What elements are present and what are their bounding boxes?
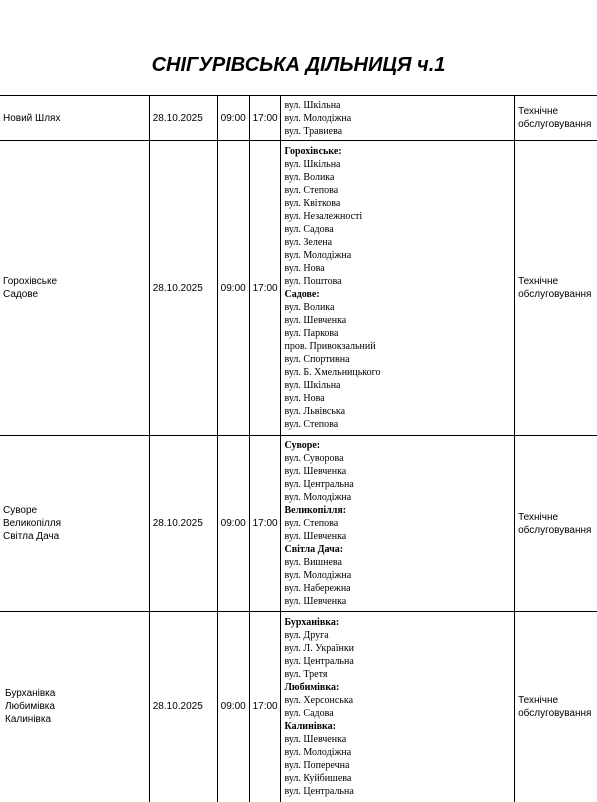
end-time: 17:00 [252,112,278,124]
date-cell [149,436,217,612]
end-time-cell [249,141,281,436]
street-name: вул. Шкільна [284,380,341,391]
street-name: вул. Молодіжна [284,492,352,503]
village-heading: Світла Дача: [284,544,344,555]
village-name: Горохівське [3,276,57,287]
street-name: вул. Набережна [284,583,351,594]
end-time: 17:00 [252,518,278,529]
start-time: 09:00 [220,518,246,529]
outage-date: 28.10.2025 [152,701,203,713]
date-cell [149,96,217,141]
village-name: Бурханівка [5,688,56,700]
villages-cell [0,96,149,141]
outage-reason: Технічне [518,511,559,523]
street-name: вул. Степова [284,185,339,196]
street-name: пров. Привокзальний [284,341,376,352]
street-name: вул. Вишнева [284,557,342,568]
end-time: 17:00 [252,282,278,294]
street-name: вул. Шевченка [284,733,347,745]
village-name: Суворе [3,505,38,516]
outage-reason: обслуговування [518,119,592,130]
outage-reason: Технічне [518,694,559,706]
date-cell [149,612,217,802]
outage-schedule-table [0,95,597,802]
reason-cell [515,141,597,436]
start-time-cell [217,436,249,612]
street-name: вул. Волика [284,302,335,313]
start-time: 09:00 [220,112,246,124]
villages-cell [0,141,149,436]
street-name: вул. Паркова [284,328,339,339]
village-heading: Любимівка: [284,681,340,693]
schedule-row [0,612,597,802]
street-name: вул. Друга [284,629,329,641]
village-heading: Суворе: [284,440,321,451]
reason-cell [515,612,597,802]
end-time-cell [249,96,281,141]
street-name: вул. Нова [284,263,325,274]
village-heading: Великопілля: [284,505,347,516]
village-name: Новий Шлях [3,112,61,124]
street-name: вул. Суворова [284,453,344,464]
street-name: вул. Центральна [284,479,354,490]
village-name: Калинівка [5,714,52,726]
start-time: 09:00 [220,701,246,713]
outage-reason: обслуговування [518,289,592,300]
street-name: вул. Травиева [284,125,343,137]
villages-cell [0,436,149,612]
street-name: вул. Б. Хмельницького [284,367,381,378]
streets-cell [281,96,515,141]
street-name: вул. Молодіжна [284,250,352,261]
street-name: вул. Поштова [284,276,342,287]
village-heading: Бурханівка: [284,616,340,628]
street-name: вул. Степова [284,419,339,430]
schedule-body [0,96,597,802]
outage-reason: обслуговування [518,524,592,536]
street-name: вул. Центральна [284,785,354,797]
start-time-cell [217,96,249,141]
end-time-cell [249,436,281,612]
streets-cell [281,141,515,436]
end-time: 17:00 [252,701,278,713]
schedule-row [0,436,597,612]
schedule-row [0,96,597,141]
villages-cell [0,612,149,802]
outage-reason: Технічне [518,106,559,117]
street-name: вул. Волика [284,172,335,183]
outage-date: 28.10.2025 [152,282,203,294]
street-name: вул. Незалежності [284,211,363,222]
street-name: вул. Куйбишева [284,772,352,784]
start-time-cell [217,141,249,436]
village-heading: Садове: [284,289,320,300]
street-name: вул. Шевченка [284,315,347,326]
street-name: вул. Садова [284,707,334,719]
village-name: Світла Дача [3,531,60,542]
street-name: вул. Молодіжна [284,112,352,124]
street-name: вул. Центральна [284,655,354,667]
start-time-cell [217,612,249,802]
village-heading: Калинівка: [284,720,336,732]
street-name: вул. Молодіжна [284,746,352,758]
street-name: вул. Л. Українки [284,642,355,654]
street-name: вул. Шкільна [284,159,341,170]
village-heading: Горохівське: [284,146,342,157]
street-name: вул. Шкільна [284,99,341,111]
reason-cell [515,96,597,141]
page-title: СНІГУРІВСЬКА ДІЛЬНИЦЯ ч.1 [151,54,446,76]
street-name: вул. Львівська [284,406,346,417]
street-name: вул. Херсонська [284,694,354,706]
village-name: Любимівка [5,701,55,713]
schedule-row [0,141,597,436]
outage-reason: обслуговування [518,707,592,719]
street-name: вул. Квіткова [284,198,341,209]
street-name: вул. Шевченка [284,531,347,542]
date-cell [149,141,217,436]
street-name: вул. Нова [284,393,325,404]
street-name: вул. Степова [284,518,339,529]
streets-cell [281,436,515,612]
street-name: вул. Третя [284,668,328,680]
street-name: вул. Зелена [284,237,333,248]
start-time: 09:00 [220,282,246,294]
street-name: вул. Шевченка [284,466,347,477]
village-name: Великопілля [3,518,62,529]
outage-date: 28.10.2025 [152,518,203,529]
outage-date: 28.10.2025 [152,112,203,124]
street-name: вул. Поперечна [284,759,350,771]
outage-reason: Технічне [518,276,559,287]
streets-cell [281,612,515,802]
street-name: вул. Молодіжна [284,570,352,581]
street-name: вул. Спортивна [284,354,350,365]
street-name: вул. Садова [284,224,334,235]
village-name: Садове [3,289,39,300]
end-time-cell [249,612,281,802]
street-name: вул. Шевченка [284,596,347,607]
reason-cell [515,436,597,612]
